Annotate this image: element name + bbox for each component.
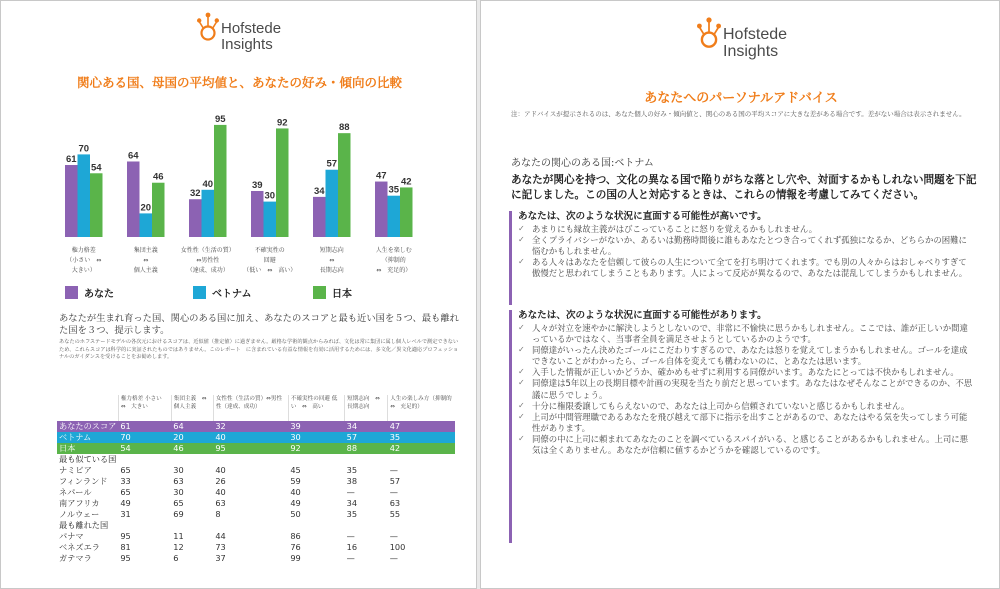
check-icon: ✓ — [518, 367, 525, 377]
advice-list — [518, 224, 975, 279]
table-cell: 35 — [388, 432, 455, 443]
bar-value-label: 92 — [276, 117, 288, 129]
table-cell: 42 — [388, 443, 455, 454]
legend-item-vietnam — [193, 285, 252, 300]
bar — [78, 154, 91, 237]
table-group-row — [57, 520, 455, 531]
advice-text: ある人々はあなたを信頼して彼らの人生について全てを打ち明けてくれます。でも別の人々からはおしゃべりすぎて傲慢だと思われてしまうこともあります。人によって反応が異なるので、あなたは混乱してしまうかもしれません。 — [532, 257, 968, 279]
table-cell: 38 — [346, 476, 358, 486]
bar — [388, 196, 401, 237]
logo-line-1: Hofstede — [723, 26, 788, 43]
legend-swatch — [193, 286, 206, 299]
advice-text: 人々が対立を速やかに解決しようとしないので、非常に不愉快に思うかもしれません。ここでは、誰が正しいか間違っているかではなく、当事者全員を満足させようとしているかのようです。 — [532, 322, 968, 345]
table-cell: 49 — [120, 498, 131, 508]
bar — [90, 173, 103, 237]
table-cell: — — [389, 487, 398, 497]
table-cell: 54 — [118, 443, 171, 454]
advice-text: 全くプライバシーがないか、あるいは勤務時間後に誰もあなたとつき合ってくれず孤独になるか、どちらかの困難に悩むかもしれません。 — [532, 235, 967, 257]
table-cell: — — [346, 487, 355, 497]
legend-label: あなた — [84, 289, 114, 300]
advice-item — [518, 378, 975, 400]
row-label: ベネズエラ — [59, 542, 100, 552]
legend-label: 日本 — [332, 289, 352, 300]
table-row — [57, 509, 455, 520]
advice-text: 入手した情報が正しいかどうか、確かめもせずに利用する同僚がいます。あなたにとっては不快かもしれません。 — [532, 367, 959, 378]
table-cell: 70 — [118, 432, 171, 443]
advice-item — [518, 367, 975, 378]
bar-value-label: 35 — [388, 184, 400, 196]
check-icon: ✓ — [518, 322, 525, 332]
bar-value-label: 34 — [313, 185, 325, 197]
table-cell: 11 — [173, 531, 184, 541]
check-icon: ✓ — [518, 223, 525, 233]
table-row — [57, 531, 455, 542]
advice-item — [518, 323, 975, 345]
row-label: あなたのスコア — [59, 421, 117, 431]
advice-item — [518, 401, 975, 412]
category-label: ⇔男性性 — [196, 257, 220, 264]
category-label: （達成、成功） — [186, 267, 229, 274]
table-cell: 69 — [173, 509, 184, 519]
table-row — [57, 542, 455, 553]
table-row — [57, 476, 455, 487]
bar — [127, 161, 140, 237]
report-page-left — [0, 0, 477, 589]
advice-item — [518, 345, 975, 367]
table-cell: 47 — [388, 421, 455, 432]
section-heading: あなたは、次のような状況に直面する可能性があります。 — [518, 310, 767, 321]
check-icon: ✓ — [518, 235, 525, 245]
disclaimer-note: あなたのホフステードモデルの各次元におけるスコアは、近似値（推定値）に過ぎません。厳格な学術的観点からみれば、文化は常に集団に属し個人レベルで測定できないため、これらスコアは科学的に実証されたものではありません。このレポート に含まれている有益な情報を有効に活用するためには、多文化／異文化適応プロフェッショナルのガイダンスを受けることをお勧めします。 — [59, 339, 459, 361]
advice-note: 注：アドバイスが提示されるのは、あなた個人の好み・傾向値と、関心のある国の平均スコアに大きな差がある場合です。差がない場合は表示されません。 — [511, 110, 966, 118]
table-cell: 65 — [120, 465, 131, 475]
group-title: 最も離れた国 — [59, 520, 109, 530]
row-label: フィンランド — [59, 476, 108, 486]
table-cell: 95 — [120, 553, 131, 563]
table-row-japan — [57, 443, 455, 454]
advice-item — [518, 412, 975, 434]
bar-value-label: 30 — [264, 190, 276, 202]
category-label: 集団主義 — [133, 247, 158, 254]
table-cell: 37 — [215, 553, 226, 563]
table-header-row — [57, 395, 455, 421]
logo-line-2: Insights — [221, 35, 273, 53]
advice-section-possible — [509, 310, 975, 543]
bar-value-label: 20 — [140, 202, 152, 214]
table-cell: 16 — [346, 542, 358, 552]
category-label: ⇔ 充足的） — [376, 267, 412, 274]
category-label: （抑制的 — [381, 257, 406, 264]
table-cell: 6 — [173, 553, 179, 563]
table-group-row — [57, 454, 455, 465]
bar-value-label: 61 — [65, 154, 77, 166]
table-cell: 46 — [171, 443, 213, 454]
table-cell: 44 — [215, 531, 226, 541]
hofstede-logo — [697, 13, 787, 61]
section-heading: あなたは、次のような状況に直面する可能性が高いです。 — [518, 211, 767, 222]
row-label: 南アフリカ — [59, 498, 100, 508]
table-cell: 65 — [120, 487, 131, 497]
bar — [326, 170, 339, 237]
bar-value-label: 47 — [375, 170, 387, 182]
row-label: ナミビア — [59, 465, 92, 475]
legend-label: ベトナム — [212, 289, 252, 300]
table-cell: 99 — [290, 553, 301, 563]
logo-line-1: Hofstede — [221, 20, 282, 37]
table-cell: — — [389, 531, 398, 541]
table-header: 集団主義 ⇔個人主義 — [171, 395, 213, 421]
advice-item — [518, 434, 975, 456]
table-cell: 33 — [120, 476, 131, 486]
legend-item-japan — [313, 285, 352, 300]
bar-value-label: 57 — [326, 158, 338, 170]
table-cell: 30 — [173, 487, 184, 497]
table-cell: — — [346, 531, 355, 541]
bar — [189, 199, 202, 237]
table-cell: 31 — [120, 509, 131, 519]
advice-text: 同僚の中に上司に頼まれてあなたのことを調べているスパイがいる、と感じることがあるかもしれません。上司に悪気は全くありません。あなたが信頼に値するかどうかを確認しているのです。 — [532, 433, 968, 456]
category-label: 長期志向 — [319, 267, 344, 274]
table-cell: 95 — [120, 531, 131, 541]
table-header: 女性性（生活の質）⇔男性性（達成、成功） — [213, 395, 288, 421]
category-label: 大きい） — [71, 267, 96, 274]
hofstede-logo-icon — [697, 13, 721, 51]
category-label: 女性性（生活の質） — [180, 247, 235, 254]
check-icon: ✓ — [518, 433, 525, 443]
legend-swatch — [313, 286, 326, 299]
table-cell: 12 — [173, 542, 184, 552]
table-header: 短期志向 ⇔ 長期志向 — [345, 395, 388, 421]
table-cell: 76 — [290, 542, 301, 552]
advice-item — [518, 224, 975, 235]
scores-table — [57, 395, 455, 564]
table-cell: 40 — [215, 487, 226, 497]
bar-value-label: 39 — [251, 179, 263, 191]
advice-text: 同僚達がいったん決めたゴールにこだわりすぎるので、あなたは怒りを覚えてしまうかもしれません。ゴールを達成できないことがわかったら、ゴール自体を変えても構わないのに、とあなたは思います。 — [532, 345, 968, 367]
category-label: 権力格差 — [71, 247, 96, 254]
bar-value-label: 64 — [127, 150, 139, 162]
hofstede-logo — [197, 9, 281, 53]
advice-item — [518, 235, 975, 257]
bar-value-label: 32 — [189, 188, 201, 200]
category-label: 回避 — [263, 257, 276, 264]
table-cell: 32 — [213, 421, 288, 432]
table-row-your-score — [57, 421, 455, 432]
table-cell: 8 — [215, 509, 221, 519]
table-header: 権力格差 小さい ⇔ 大きい — [118, 395, 171, 421]
category-label: ⇔ — [143, 257, 149, 264]
bar — [264, 202, 277, 237]
advice-item — [518, 257, 975, 279]
table-cell: 63 — [173, 476, 184, 486]
table-cell: 100 — [389, 542, 406, 552]
group-title: 最も似ている国 — [59, 454, 117, 464]
row-label: パナマ — [59, 531, 84, 541]
table-row — [57, 487, 455, 498]
table-header: 人生の楽しみ方（抑制的 ⇔ 充足的） — [390, 396, 452, 410]
bar — [276, 128, 289, 237]
row-label: ネパール — [59, 487, 92, 497]
table-cell: 64 — [171, 421, 213, 432]
table-header — [57, 395, 118, 421]
table-cell: 49 — [290, 498, 301, 508]
check-icon: ✓ — [518, 257, 525, 267]
bar — [65, 165, 78, 237]
chart-title: 関心ある国、母国の平均値と、あなたの好み・傾向の比較 — [76, 75, 402, 90]
table-cell: 86 — [290, 531, 301, 541]
comparison-bar-chart — [1, 97, 477, 283]
advice-text: 十分に権限委譲してもらえないので、あなたは上司から信頼されていないと感じるかもしれません。 — [532, 400, 910, 411]
table-cell: 50 — [290, 509, 301, 519]
table-cell: 73 — [215, 542, 226, 552]
table-cell: 30 — [173, 465, 184, 475]
row-label: ベトナム — [57, 432, 118, 443]
table-header: 不確実性の回避 低い ⇔ 高い — [288, 395, 344, 421]
table-row — [57, 465, 455, 476]
table-cell: 35 — [346, 509, 358, 519]
advice-list — [518, 323, 975, 456]
table-cell: — — [389, 553, 398, 563]
legend-item-you — [65, 285, 114, 300]
bar-value-label: 95 — [214, 113, 226, 125]
bar — [400, 187, 413, 237]
advice-title: あなたへのパーソナルアドバイス — [644, 91, 838, 106]
bar-value-label: 88 — [338, 122, 350, 134]
table-cell: 63 — [389, 498, 401, 508]
table-cell: 26 — [215, 476, 226, 486]
intro-paragraph: あなたが生まれ育った国、関心のある国に加え、あなたのスコアと最も近い国を５つ、最も離れた国を３つ、提示します。 — [59, 313, 459, 337]
bar-value-label: 42 — [400, 176, 412, 188]
bar — [251, 191, 264, 237]
table-cell: 30 — [288, 432, 344, 443]
table-cell: 61 — [118, 421, 171, 432]
check-icon: ✓ — [518, 411, 525, 421]
table-cell: 45 — [290, 465, 301, 475]
advice-text: あまりにも縁故主義がはびこっていることに怒りを覚えるかもしれません。 — [532, 223, 818, 234]
category-label: （小さい ⇔ — [66, 257, 102, 264]
bar — [375, 182, 388, 237]
category-label: 短期志向 — [319, 247, 344, 254]
table-cell: 88 — [345, 443, 388, 454]
bar — [338, 133, 351, 237]
table-cell: 92 — [288, 443, 344, 454]
row-label: 日本 — [57, 443, 118, 454]
check-icon: ✓ — [518, 378, 525, 388]
category-label: 人生を楽しむ — [375, 247, 412, 254]
bar — [313, 197, 326, 237]
category-label: 個人主義 — [133, 267, 158, 274]
bar — [152, 183, 165, 237]
report-page-right — [480, 0, 1000, 589]
category-label: ⇔ — [329, 257, 335, 264]
logo-line-2: Insights — [723, 42, 779, 60]
table-cell: 35 — [346, 465, 358, 475]
bar — [140, 213, 153, 237]
advice-lead: あなたが関心を持つ、文化の異なる国で陥りがちな落とし穴や、対面するかもしれない問題を下記に記しました。この国の人と対応するときは、これらの情報を考慮してみてください。 — [511, 174, 977, 201]
table-cell: 34 — [345, 421, 388, 432]
advice-text: 同僚達は5年以上の長期目標や計画の実現を当たり前だと思っています。あなたはなぜそんなことができるのか、不思議に思うでしょう。 — [532, 378, 973, 400]
legend-swatch — [65, 286, 78, 299]
table-cell: 40 — [290, 487, 301, 497]
table-cell: 34 — [346, 498, 358, 508]
table-cell: 95 — [213, 443, 288, 454]
bar — [214, 125, 227, 237]
category-label: 不確実性の — [254, 247, 285, 254]
table-cell: — — [389, 465, 398, 475]
table-cell: 65 — [173, 498, 184, 508]
country-of-interest: あなたの関心のある国:ベトナム — [511, 158, 654, 169]
hofstede-logo-icon — [197, 9, 219, 43]
table-cell: 59 — [290, 476, 301, 486]
bar-value-label: 70 — [78, 143, 90, 155]
bar-value-label: 40 — [202, 178, 214, 190]
table-cell: 57 — [345, 432, 388, 443]
bar-value-label: 46 — [152, 171, 164, 183]
table-cell: 57 — [389, 476, 401, 486]
table-cell: 81 — [120, 542, 131, 552]
row-label: ノルウェー — [59, 509, 100, 519]
check-icon: ✓ — [518, 345, 525, 355]
table-cell: 20 — [171, 432, 213, 443]
table-cell: 40 — [213, 432, 288, 443]
table-cell: — — [346, 553, 355, 563]
advice-text: 上司が中間管理職であるあなたを飛び越えて部下に指示を出すことがあるので、あなたはやる気を失ってしまう可能性があります。 — [532, 411, 968, 433]
advice-section-likely — [509, 211, 975, 305]
table-cell: 55 — [389, 509, 401, 519]
bar — [202, 190, 215, 237]
table-row-vietnam — [57, 432, 455, 443]
table-row — [57, 498, 455, 509]
bar-value-label: 54 — [90, 162, 102, 174]
check-icon: ✓ — [518, 400, 525, 410]
category-label: （低い ⇔ 高い） — [243, 267, 297, 274]
row-label: ガテマラ — [59, 553, 92, 563]
table-cell: 39 — [288, 421, 344, 432]
table-cell: 63 — [215, 498, 226, 508]
table-cell: 40 — [215, 465, 226, 475]
table-row — [57, 553, 455, 564]
